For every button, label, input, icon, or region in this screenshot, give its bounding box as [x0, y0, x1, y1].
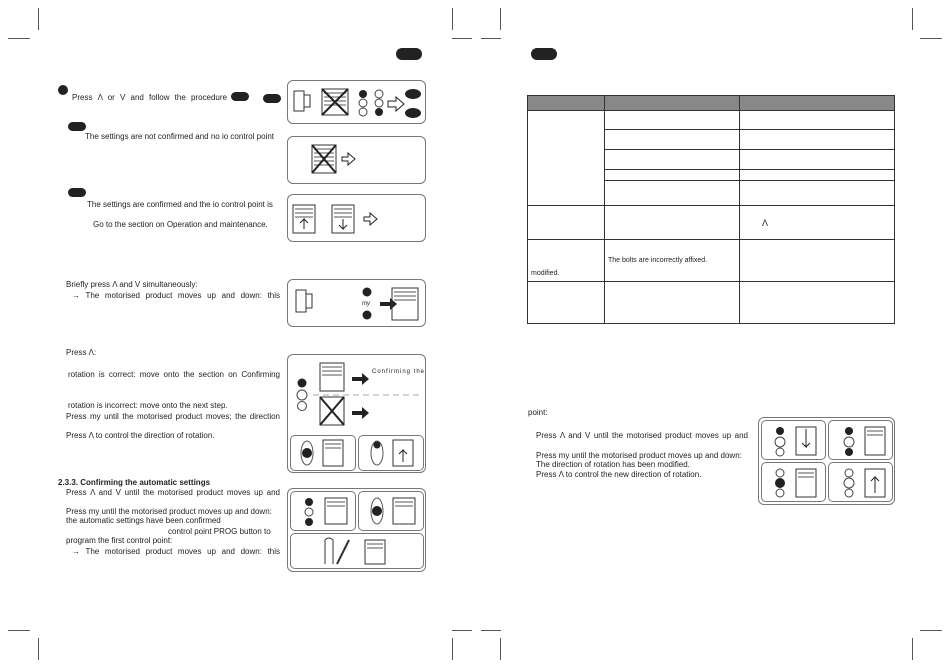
confirmed-text: The settings are confirmed and the io control point is	[87, 200, 273, 209]
illustration-panel	[287, 80, 426, 124]
my-button-icon	[359, 492, 423, 530]
procedure-line: Press Λ or V and follow the procedure	[72, 93, 227, 102]
crop-mark	[452, 38, 472, 39]
page-badge-right	[531, 48, 557, 60]
control-prog-text: control point PROG button to	[168, 527, 271, 536]
illustration-panel	[287, 136, 426, 184]
illustration-subpanel	[828, 462, 893, 502]
illustration-subpanel	[761, 420, 826, 460]
procedure-badge	[231, 92, 249, 101]
illustration-subpanel	[358, 435, 424, 471]
motor-head-icon	[288, 280, 425, 326]
pen-icon	[291, 534, 423, 568]
illustration-subpanel	[761, 462, 826, 502]
crop-mark	[500, 638, 501, 660]
program-first-text: program the first control point:	[66, 536, 173, 545]
press-my-updown-text: Press my until the motorised product moves up and down:	[66, 507, 272, 516]
press-up-text: Press Λ:	[66, 348, 97, 357]
auto-confirmed-text: the automatic settings have been confirmed	[66, 516, 221, 525]
press-my-direction-text: Press my until the motorised product moves; the direction	[66, 412, 280, 421]
illustration-subpanel	[290, 435, 356, 471]
not-confirmed-text: The settings are not confirmed and no io control point	[85, 132, 274, 141]
press-updown-text: Press Λ and V until the motorised product moves up and	[66, 488, 280, 497]
table-cell	[740, 111, 895, 206]
blind-icon	[288, 137, 425, 183]
table-header-cell	[605, 96, 740, 111]
table-cell	[605, 206, 740, 240]
press-up-control-text: Press Λ to control the direction of rotation.	[66, 431, 215, 440]
up-chevron-icon	[829, 463, 892, 501]
illustration-panel	[287, 194, 426, 242]
motor-head-icon	[288, 81, 425, 123]
step-badge	[68, 122, 86, 131]
table-cell	[528, 282, 605, 324]
crop-mark	[912, 8, 913, 30]
illustration-panel	[287, 279, 426, 327]
crop-mark	[452, 638, 453, 660]
crop-mark	[38, 8, 39, 30]
moves-updown-text: → The motorised product moves up and down: this	[72, 547, 280, 556]
table-cell	[740, 282, 895, 324]
table-cell	[605, 282, 740, 324]
blind-icon	[288, 195, 425, 241]
troubleshooting-table	[527, 95, 895, 324]
my-label: my	[362, 301, 370, 307]
table-header-cell	[740, 96, 895, 111]
crop-mark	[8, 630, 30, 631]
table-cell: The bolts are incorrectly affixed.	[605, 240, 740, 282]
bullet-dot	[58, 85, 68, 95]
step-badge	[68, 188, 86, 197]
crop-mark	[8, 38, 30, 39]
illustration-panel	[287, 354, 426, 473]
crop-mark	[920, 630, 942, 631]
table-row	[528, 111, 895, 206]
press-updown-text: Press Λ and V until the motorised product moves up and	[536, 431, 748, 440]
table-header-cell	[528, 96, 605, 111]
illustration-subpanel	[290, 491, 356, 531]
briefly-press-text: Briefly press Λ and V simultaneously:	[66, 280, 198, 289]
table-cell	[528, 206, 605, 240]
crop-mark	[452, 8, 453, 30]
table-row	[528, 282, 895, 324]
table-cell	[605, 111, 740, 206]
moves-updown-text: → The motorised product moves up and down: this	[72, 291, 280, 300]
illustration-subpanel	[358, 491, 424, 531]
crop-mark	[481, 38, 501, 39]
table-cell: Λ	[740, 206, 895, 240]
rotation-incorrect-text: rotation is incorrect: move onto the next step.	[68, 401, 228, 410]
table-cell	[528, 111, 605, 206]
crop-mark	[920, 38, 942, 39]
point-label: point:	[528, 408, 548, 417]
goto-section-text: Go to the section on Operation and maintenance.	[93, 220, 268, 229]
my-button-icon	[291, 492, 355, 530]
table-cell: modified.	[528, 240, 605, 282]
illustration-subpanel	[290, 533, 424, 569]
procedure-badge	[263, 94, 281, 103]
table-cell	[740, 240, 895, 282]
table-row	[528, 206, 895, 240]
crop-mark	[38, 638, 39, 660]
direction-modified-text: The direction of rotation has been modified.	[536, 460, 690, 469]
illustration-subpanel	[828, 420, 893, 460]
up-chevron-icon	[359, 436, 423, 470]
crop-mark	[912, 638, 913, 660]
my-button-icon	[762, 463, 825, 501]
section-heading: 2.3.3. Confirming the automatic settings	[58, 478, 211, 487]
my-button-icon	[829, 421, 892, 459]
table-row	[528, 240, 895, 282]
illustration-panel	[287, 488, 426, 572]
press-my-updown-text: Press my until the motorised product moves up and down:	[536, 451, 742, 460]
press-up-new-text: Press Λ to control the new direction of rotation.	[536, 470, 702, 479]
illustration-panel	[758, 417, 895, 505]
page-badge-left	[396, 48, 422, 60]
crop-mark	[500, 8, 501, 30]
crop-mark	[481, 630, 501, 631]
table-header-row	[528, 96, 895, 111]
confirming-the-label: Confirming the	[372, 369, 426, 375]
my-button-icon	[762, 421, 825, 459]
crop-mark	[452, 630, 472, 631]
my-button-icon	[291, 436, 355, 470]
rotation-correct-text: rotation is correct: move onto the section on Confirming	[68, 370, 280, 379]
